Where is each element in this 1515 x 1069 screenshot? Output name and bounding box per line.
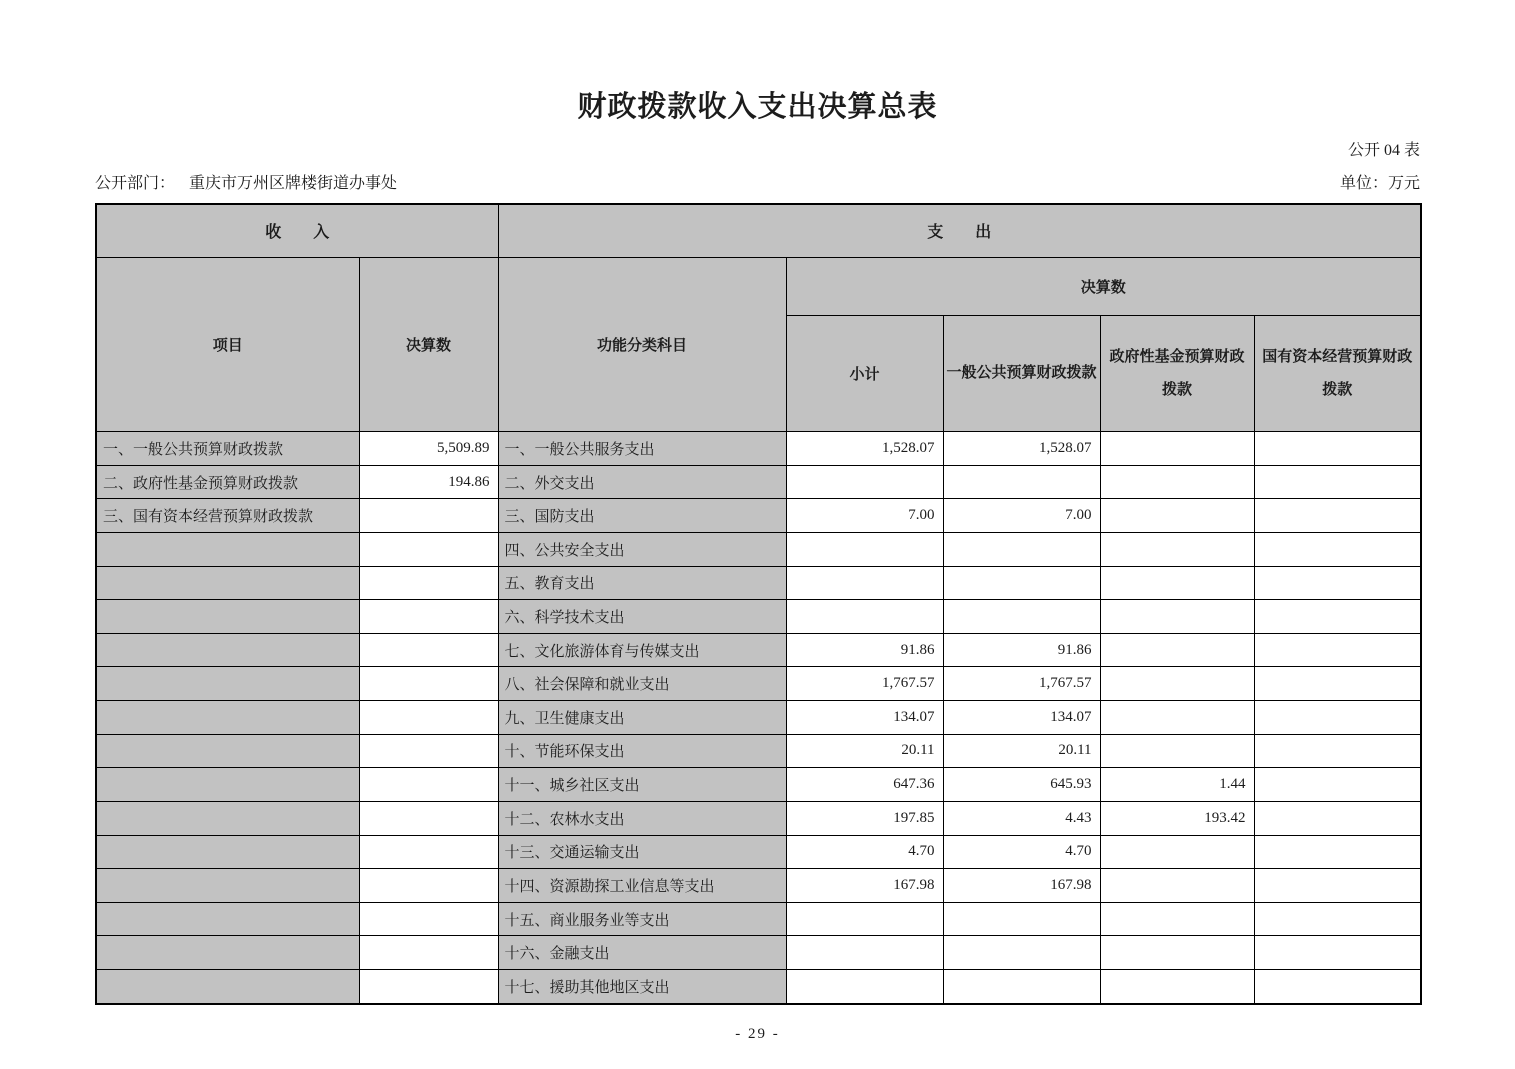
expense-general-budget-cell: 4.70: [943, 835, 1100, 869]
income-section-header: 收 入: [96, 204, 498, 257]
expense-gov-fund-cell: [1100, 869, 1254, 903]
department-label: 公开部门：: [95, 175, 176, 192]
income-item-cell: 三、国有资本经营预算财政拨款: [96, 499, 359, 533]
expense-general-budget-cell: [943, 533, 1100, 567]
expense-gov-fund-cell: [1100, 734, 1254, 768]
income-item-column-header: 项目: [96, 257, 359, 431]
table-row: [96, 734, 1421, 768]
expense-gov-fund-cell: [1100, 533, 1254, 567]
expense-item-cell: 十、节能环保支出: [498, 734, 786, 768]
expense-gov-fund-cell: [1100, 936, 1254, 970]
expense-item-cell: 三、国防支出: [498, 499, 786, 533]
expense-general-budget-cell: 91.86: [943, 633, 1100, 667]
expense-state-capital-cell: [1254, 600, 1421, 634]
expense-gov-fund-cell: [1100, 835, 1254, 869]
fiscal-appropriation-table: [95, 203, 1422, 1005]
expense-subtotal-cell: [786, 533, 943, 567]
table-row: [96, 768, 1421, 802]
expense-subtotal-cell: 20.11: [786, 734, 943, 768]
general-budget-column-header: 一般公共预算财政拨款: [943, 316, 1100, 432]
income-value-cell: [359, 801, 498, 835]
unit-label: 单位：万元: [1339, 175, 1420, 192]
function-class-column-header: 功能分类科目: [498, 257, 786, 431]
income-item-cell: [96, 835, 359, 869]
expense-subtotal-cell: 1,767.57: [786, 667, 943, 701]
expense-gov-fund-cell: [1100, 667, 1254, 701]
table-row: [96, 432, 1421, 466]
expense-gov-fund-cell: [1100, 969, 1254, 1004]
expense-general-budget-cell: 20.11: [943, 734, 1100, 768]
expense-gov-fund-cell: [1100, 902, 1254, 936]
expense-item-cell: 二、外交支出: [498, 465, 786, 499]
expense-general-budget-cell: [943, 902, 1100, 936]
expense-state-capital-cell: [1254, 902, 1421, 936]
table-code-label: 公开 04 表: [1347, 142, 1420, 159]
table-row: [96, 533, 1421, 567]
expense-gov-fund-cell: [1100, 633, 1254, 667]
income-value-cell: [359, 869, 498, 903]
page-number: - 29 -: [735, 1026, 780, 1042]
expense-general-budget-cell: [943, 465, 1100, 499]
income-item-cell: [96, 667, 359, 701]
table-row: [96, 902, 1421, 936]
income-item-cell: [96, 902, 359, 936]
expense-state-capital-cell: [1254, 835, 1421, 869]
income-value-cell: [359, 734, 498, 768]
expense-subtotal-cell: [786, 902, 943, 936]
expense-subtotal-cell: [786, 600, 943, 634]
income-item-cell: [96, 936, 359, 970]
meta-row: [95, 170, 1420, 193]
income-value-cell: [359, 768, 498, 802]
table-row: [96, 936, 1421, 970]
expense-state-capital-cell: [1254, 667, 1421, 701]
expense-general-budget-cell: 4.43: [943, 801, 1100, 835]
expense-item-cell: 十六、金融支出: [498, 936, 786, 970]
expense-general-budget-cell: 7.00: [943, 499, 1100, 533]
expense-subtotal-cell: 647.36: [786, 768, 943, 802]
header-row-sections: [96, 204, 1421, 257]
expense-general-budget-cell: [943, 566, 1100, 600]
expense-general-budget-cell: 1,528.07: [943, 432, 1100, 466]
subtotal-column-header: 小计: [786, 316, 943, 432]
table-body: [96, 432, 1421, 1004]
income-value-cell: [359, 667, 498, 701]
expense-subtotal-cell: 134.07: [786, 701, 943, 735]
expense-state-capital-cell: [1254, 432, 1421, 466]
expense-general-budget-cell: 134.07: [943, 701, 1100, 735]
expense-gov-fund-cell: [1100, 432, 1254, 466]
expense-item-cell: 五、教育支出: [498, 566, 786, 600]
income-value-cell: [359, 566, 498, 600]
table-row: [96, 566, 1421, 600]
income-value-column-header: 决算数: [359, 257, 498, 431]
expense-general-budget-cell: [943, 936, 1100, 970]
expense-item-cell: 七、文化旅游体育与传媒支出: [498, 633, 786, 667]
income-item-cell: [96, 869, 359, 903]
expense-state-capital-cell: [1254, 465, 1421, 499]
department-line: [95, 170, 397, 193]
income-value-cell: [359, 633, 498, 667]
expense-subtotal-cell: [786, 936, 943, 970]
table-row: [96, 600, 1421, 634]
expense-item-cell: 八、社会保障和就业支出: [498, 667, 786, 701]
expense-item-cell: 十三、交通运输支出: [498, 835, 786, 869]
expense-general-budget-cell: [943, 600, 1100, 634]
expense-state-capital-cell: [1254, 701, 1421, 735]
income-value-cell: [359, 936, 498, 970]
expense-state-capital-cell: [1254, 633, 1421, 667]
expense-item-cell: 四、公共安全支出: [498, 533, 786, 567]
income-value-cell: 194.86: [359, 465, 498, 499]
gov-fund-column-header: 政府性基金预算财政拨款: [1100, 316, 1254, 432]
expense-state-capital-cell: [1254, 768, 1421, 802]
income-value-cell: 5,509.89: [359, 432, 498, 466]
expense-state-capital-cell: [1254, 869, 1421, 903]
income-item-cell: [96, 533, 359, 567]
expense-general-budget-cell: [943, 969, 1100, 1004]
table-row: [96, 801, 1421, 835]
income-value-cell: [359, 835, 498, 869]
income-item-cell: [96, 801, 359, 835]
expense-gov-fund-cell: 193.42: [1100, 801, 1254, 835]
expense-state-capital-cell: [1254, 734, 1421, 768]
income-value-cell: [359, 499, 498, 533]
income-value-cell: [359, 902, 498, 936]
expense-gov-fund-cell: [1100, 499, 1254, 533]
expense-item-cell: 十五、商业服务业等支出: [498, 902, 786, 936]
expense-state-capital-cell: [1254, 936, 1421, 970]
table-row: [96, 869, 1421, 903]
table-row: [96, 835, 1421, 869]
expense-subtotal-cell: [786, 566, 943, 600]
expense-subtotal-cell: 167.98: [786, 869, 943, 903]
expense-final-accounts-header: 决算数: [786, 257, 1421, 315]
expense-state-capital-cell: [1254, 499, 1421, 533]
income-item-cell: [96, 600, 359, 634]
income-item-cell: 一、一般公共预算财政拨款: [96, 432, 359, 466]
page-title: 财政拨款收入支出决算总表: [577, 91, 938, 123]
expense-item-cell: 十四、资源勘探工业信息等支出: [498, 869, 786, 903]
expense-subtotal-cell: [786, 465, 943, 499]
income-item-cell: 二、政府性基金预算财政拨款: [96, 465, 359, 499]
income-item-cell: [96, 734, 359, 768]
expense-item-cell: 十一、城乡社区支出: [498, 768, 786, 802]
expense-item-cell: 一、一般公共服务支出: [498, 432, 786, 466]
expense-item-cell: 九、卫生健康支出: [498, 701, 786, 735]
expense-state-capital-cell: [1254, 533, 1421, 567]
table-row: [96, 969, 1421, 1004]
expense-state-capital-cell: [1254, 969, 1421, 1004]
department-value: 重庆市万州区牌楼街道办事处: [189, 175, 398, 192]
expense-gov-fund-cell: [1100, 465, 1254, 499]
expense-gov-fund-cell: [1100, 600, 1254, 634]
table-row: [96, 701, 1421, 735]
expense-general-budget-cell: 167.98: [943, 869, 1100, 903]
expense-item-cell: 十七、援助其他地区支出: [498, 969, 786, 1004]
income-value-cell: [359, 600, 498, 634]
expense-general-budget-cell: 1,767.57: [943, 667, 1100, 701]
income-item-cell: [96, 768, 359, 802]
state-capital-column-header: 国有资本经营预算财政拨款: [1254, 316, 1421, 432]
income-item-cell: [96, 633, 359, 667]
header-row-final-accounts: [96, 257, 1421, 315]
income-item-cell: [96, 701, 359, 735]
expense-gov-fund-cell: [1100, 701, 1254, 735]
income-item-cell: [96, 969, 359, 1004]
expense-subtotal-cell: 197.85: [786, 801, 943, 835]
table-row: [96, 465, 1421, 499]
expense-subtotal-cell: 1,528.07: [786, 432, 943, 466]
income-value-cell: [359, 969, 498, 1004]
income-value-cell: [359, 701, 498, 735]
expense-item-cell: 六、科学技术支出: [498, 600, 786, 634]
expense-subtotal-cell: 91.86: [786, 633, 943, 667]
expense-subtotal-cell: [786, 969, 943, 1004]
expense-gov-fund-cell: [1100, 566, 1254, 600]
table-row: [96, 499, 1421, 533]
expense-subtotal-cell: 7.00: [786, 499, 943, 533]
income-value-cell: [359, 533, 498, 567]
expense-item-cell: 十二、农林水支出: [498, 801, 786, 835]
table-row: [96, 633, 1421, 667]
expense-general-budget-cell: 645.93: [943, 768, 1100, 802]
income-item-cell: [96, 566, 359, 600]
expense-gov-fund-cell: 1.44: [1100, 768, 1254, 802]
expense-state-capital-cell: [1254, 566, 1421, 600]
expense-state-capital-cell: [1254, 801, 1421, 835]
table-row: [96, 667, 1421, 701]
expense-subtotal-cell: 4.70: [786, 835, 943, 869]
expense-section-header: 支 出: [498, 204, 1421, 257]
